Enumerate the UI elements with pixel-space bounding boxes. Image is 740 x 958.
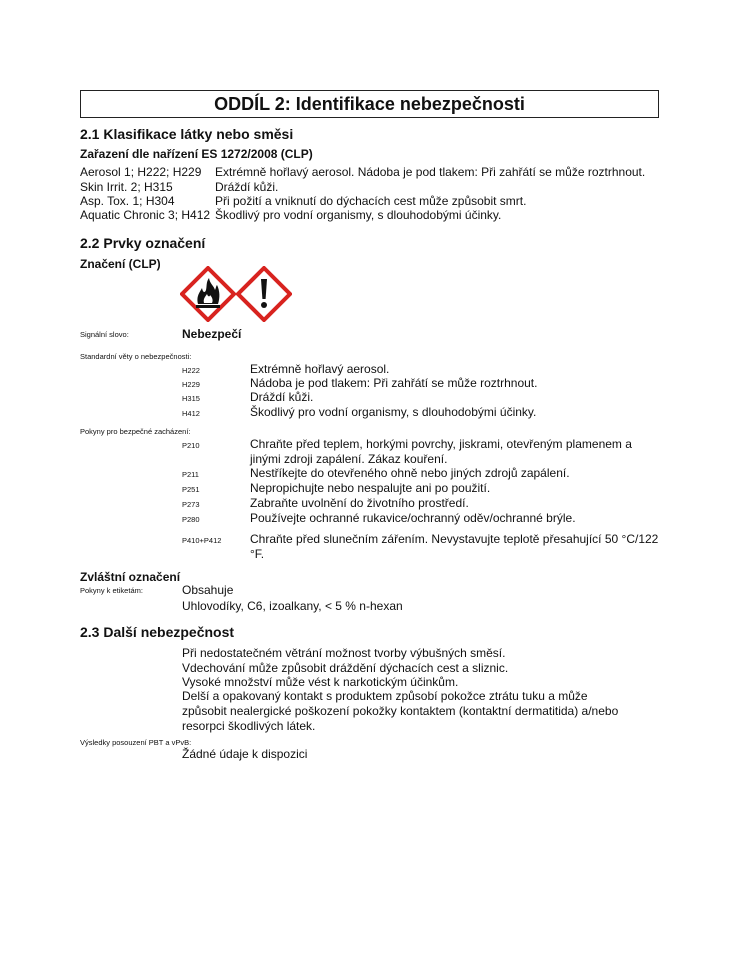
p-text: Nestříkejte do otevřeného ohně nebo jiných zdrojů zapálení. [250, 466, 570, 480]
h-code: H412 [182, 409, 200, 418]
labelling-subheading: Značení (CLP) [80, 257, 161, 271]
h-code: H222 [182, 366, 200, 375]
p-text: Zabraňte uvolnění do životního prostředí. [250, 496, 469, 510]
p-text: Nepropichujte nebo nespalujte ani po použití. [250, 481, 491, 495]
p-text: Chraňte před teplem, horkými povrchy, jiskrami, otevřeným plamenem a jinými zdroji zapálení. Zákaz kouření. [250, 437, 632, 466]
p-text: Chraňte před slunečním zářením. Nevystavujte teplotě přesahující 50 °C/122 °F. [250, 532, 659, 561]
p-code: P273 [182, 500, 200, 509]
classification-code: Skin Irrit. 2; H315 [80, 180, 173, 194]
label-instructions-label: Pokyny k etiketám: [80, 586, 143, 595]
pbt-assessment-value: Žádné údaje k dispozici [182, 747, 308, 761]
h-code: H229 [182, 380, 200, 389]
section-title: ODDÍL 2: Identifikace nebezpečnosti [80, 90, 659, 118]
exclamation-icon [236, 266, 292, 322]
p-code: P251 [182, 485, 200, 494]
h-code: H315 [182, 394, 200, 403]
signal-word: Nebezpečí [182, 327, 242, 341]
p-code: P210 [182, 441, 200, 450]
other-hazard-line: Vdechování může způsobit dráždění dýchacích cest a sliznic. [182, 661, 509, 675]
hazard-statements-label: Standardní věty o nebezpečnosti: [80, 352, 192, 361]
section-2-1-heading: 2.1 Klasifikace látky nebo směsi [80, 126, 294, 142]
contains-label: Obsahuje [182, 583, 234, 597]
classification-code: Aquatic Chronic 3; H412 [80, 208, 211, 222]
classification-code: Aerosol 1; H222; H229 [80, 165, 202, 179]
h-text: Nádoba je pod tlakem: Při zahřátí se může roztrhnout. [250, 376, 538, 390]
classification-text: Při požití a vniknutí do dýchacích cest může způsobit smrt. [215, 194, 527, 208]
classification-text: Extrémně hořlavý aerosol. Nádoba je pod tlakem: Při zahřátí se může roztrhnout. [215, 165, 646, 179]
h-text: Škodlivý pro vodní organismy, s dlouhodobými účinky. [250, 405, 537, 419]
other-hazard-line: Delší a opakovaný kontakt s produktem způsobí pokožce ztrátu tuku a může způsobit nealergické poškození pokožky kontaktem (kontaktní dermatitida) a/nebo resorpci škodlivých látek. [182, 689, 619, 733]
contains-value: Uhlovodíky, C6, izoalkany, < 5 % n-hexan [182, 599, 403, 613]
p-text: Používejte ochranné rukavice/ochranný oděv/ochranné brýle. [250, 511, 576, 525]
h-text: Dráždí kůži. [250, 390, 314, 404]
classification-code: Asp. Tox. 1; H304 [80, 194, 175, 208]
section-2-3-heading: 2.3 Další nebezpečnost [80, 624, 235, 640]
classification-subheading: Zařazení dle nařízení ES 1272/2008 (CLP) [80, 147, 313, 161]
signal-word-label: Signální slovo: [80, 330, 129, 339]
pbt-assessment-label: Výsledky posouzení PBT a vPvB: [80, 738, 192, 747]
p-code: P410+P412 [182, 536, 222, 545]
special-labelling-heading: Zvláštní označení [80, 570, 181, 584]
flame-icon [180, 266, 236, 322]
classification-text: Dráždí kůži. [215, 180, 279, 194]
other-hazard-line: Vysoké množství může vést k narkotickým účinkům. [182, 675, 459, 689]
precautionary-statements-label: Pokyny pro bezpečné zacházení: [80, 427, 191, 436]
p-code: P280 [182, 515, 200, 524]
other-hazard-line: Při nedostatečném větrání možnost tvorby výbušných směsí. [182, 646, 506, 660]
section-2-2-heading: 2.2 Prvky označení [80, 235, 206, 251]
p-code: P211 [182, 470, 199, 479]
h-text: Extrémně hořlavý aerosol. [250, 362, 390, 376]
classification-text: Škodlivý pro vodní organismy, s dlouhodobými účinky. [215, 208, 502, 222]
